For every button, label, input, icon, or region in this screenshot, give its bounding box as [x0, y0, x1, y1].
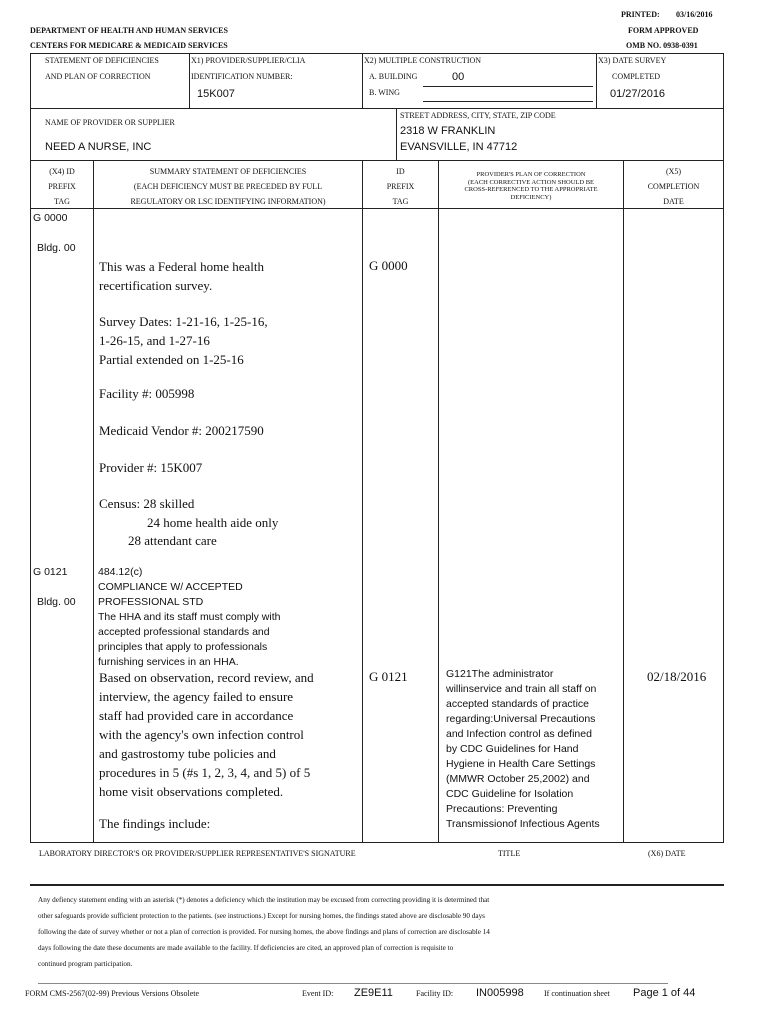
provider-name: NEED A NURSE, INC [45, 141, 152, 153]
signature-label: LABORATORY DIRECTOR'S OR PROVIDER/SUPPLIER REPRESENTATIVE'S SIGNATURE [39, 849, 356, 858]
x2-label: X2) MULTIPLE CONSTRUCTION [364, 56, 482, 65]
statement-label-2: AND PLAN OF CORRECTION [45, 72, 151, 81]
entry-2-completion-date: 02/18/2016 [647, 669, 707, 684]
continuation-label: If continuation sheet [544, 989, 610, 998]
entry-1-intro: This was a Federal home health recertification survey. [99, 259, 264, 293]
entry-1-dates: Survey Dates: 1-21-16, 1-25-16, 1-26-15, and 1-27-16 Partial extended on 1-25-16 [99, 314, 268, 367]
statement-label-1: STATEMENT OF DEFICIENCIES [45, 56, 159, 65]
entry-1-census-1: Census: 28 skilled [99, 496, 195, 511]
entry-1-tag: G 0000 [33, 212, 68, 224]
id-prefix-header: ID PREFIX TAG [386, 167, 415, 206]
entry-2-plan-of-correction: G121The administrator willinservice and train all staff on accepted standards of practice regarding:Universal Precautions and Infection control as defined by CDC Guidelines for Hand Hygiene in Health Care Settings (MMWR October 25,2002) and CDC Guideline for Isolation Precautions: Preventing Transmissionof Infectious Agents [446, 668, 600, 830]
entry-1-bldg: Bldg. 00 [37, 242, 76, 254]
facility-id-label: Facility ID: [416, 989, 454, 998]
printed-date: 03/16/2016 [676, 10, 713, 19]
x1-label-2: IDENTIFICATION NUMBER: [191, 72, 293, 81]
entry-2-bldg: Bldg. 00 [37, 596, 76, 608]
entry-2-regulation: 484.12(c) COMPLIANCE W/ ACCEPTED PROFESSIONAL STD The HHA and its staff must comply with accepted professional standards and principles that apply to professionals furnishing services in an HHA. [98, 566, 281, 668]
entry-1-medicaid: Medicaid Vendor #: 200217590 [99, 423, 264, 438]
address-line-2: EVANSVILLE, IN 47712 [400, 141, 518, 153]
x3-label-1: X3) DATE SURVEY [598, 56, 667, 65]
plan-header: PROVIDER'S PLAN OF CORRECTION (EACH CORRECTIVE ACTION SHOULD BE CROSS-REFERENCED TO THE APPROPRIATE DEFICIENCY) [464, 171, 598, 201]
building-value: 00 [452, 71, 465, 83]
facility-id-value: IN005998 [476, 987, 524, 999]
entry-1-census-3: 28 attendant care [128, 533, 217, 548]
entry-2-findings: Based on observation, record review, and interview, the agency failed to ensure staff had provided care in accordance with the agency's own infection control and gastrostomy tube policies and procedures in 5 (#s 1, 2, 3, 4, and 5) of 5 home visit observations completed. [99, 670, 314, 799]
event-id-value: ZE9E11 [354, 987, 393, 999]
x3-label-2: COMPLETED [612, 72, 660, 81]
building-label: A. BUILDING [369, 72, 418, 81]
provider-name-label: NAME OF PROVIDER OR SUPPLIER [45, 118, 175, 127]
department-name: DEPARTMENT OF HEALTH AND HUMAN SERVICES [30, 26, 228, 35]
entry-1-right-tag: G 0000 [369, 258, 408, 273]
form-number: FORM CMS-2567(02-99) Previous Versions Obsolete [25, 989, 200, 998]
entry-1-census-2: 24 home health aide only [147, 515, 279, 530]
wing-label: B. WING [369, 88, 400, 97]
entry-1-facility: Facility #: 005998 [99, 386, 195, 401]
entry-1-provider-number: Provider #: 15K007 [99, 460, 203, 475]
cms-name: CENTERS FOR MEDICARE & MEDICAID SERVICES [30, 41, 228, 50]
entry-2-tag: G 0121 [33, 566, 68, 578]
completion-header: (X5) COMPLETION DATE [647, 167, 700, 206]
address-line-1: 2318 W FRANKLIN [400, 125, 496, 137]
title-label: TITLE [498, 849, 521, 858]
summary-header: SUMMARY STATEMENT OF DEFICIENCIES (EACH DEFICIENCY MUST BE PRECEDED BY FULL REGULATORY OR LSC IDENTIFYING INFORMATION) [130, 167, 326, 206]
provider-id-number: 15K007 [197, 88, 235, 100]
entry-2-findings-include: The findings include: [99, 816, 211, 831]
entry-2-right-tag: G 0121 [369, 669, 408, 684]
x4-header: (X4) ID PREFIX TAG [48, 167, 76, 206]
form-approved: FORM APPROVED [628, 26, 699, 35]
omb-number: OMB NO. 0938-0391 [626, 41, 698, 50]
page-number: Page 1 of 44 [633, 987, 696, 999]
survey-completed-date: 01/27/2016 [610, 88, 666, 100]
disclaimer-text: Any defiency statement ending with an asterisk (*) denotes a deficiency which the institution may be excused from correcting providing it is determined that other safeguards provide sufficient protection to the patients. (see instructions.) Except for nursing homes, the findings stated above are disclosable 90 days following the date of survey whether or not a plan of correction is provided. For nursing homes, the above findings and plans of correction are disclosable 14 days following the date these documents are made available to the facility. If deficiencies are cited, an approved plan of correction is requisite to continued program participation. [38, 896, 490, 968]
x1-label-1: X1) PROVIDER/SUPPLIER/CLIA [191, 56, 306, 65]
printed-label: PRINTED: [621, 10, 660, 19]
address-label: STREET ADDRESS, CITY, STATE, ZIP CODE [400, 111, 556, 120]
event-id-label: Event ID: [302, 989, 334, 998]
x6-date-label: (X6) DATE [648, 849, 686, 858]
